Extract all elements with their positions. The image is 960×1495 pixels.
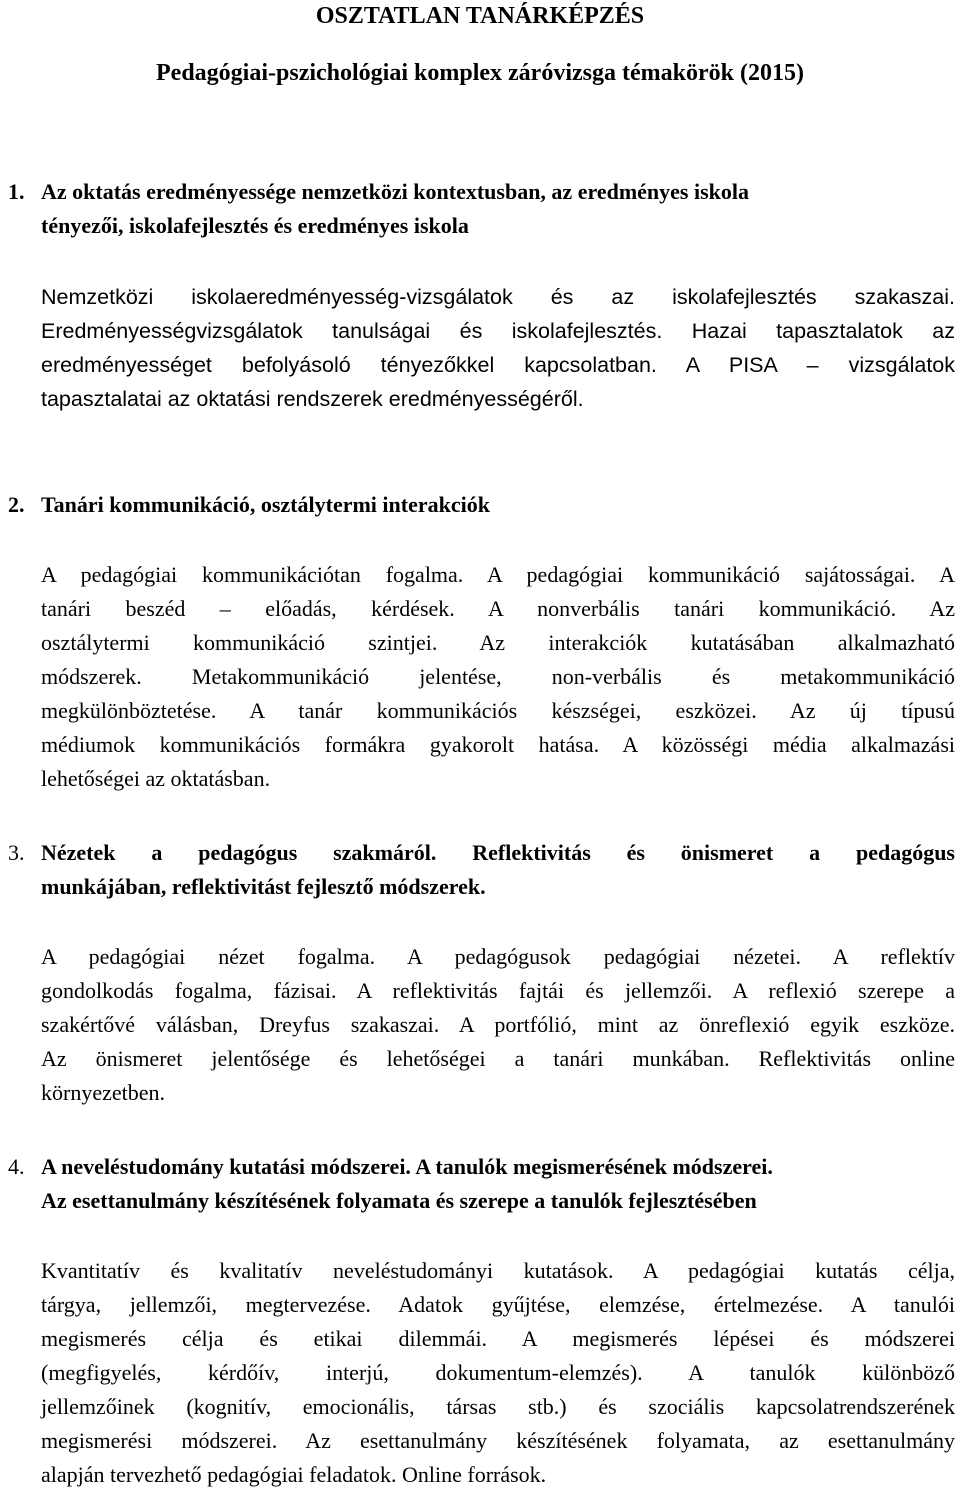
topic-heading-line: Tanári kommunikáció, osztálytermi interakciók (41, 492, 490, 517)
topic-body-line: megismerés célja és etikai dilemmái. A megismerés lépései és módszerei (41, 1326, 955, 1351)
document-title: OSZTATLAN TANÁRKÉPZÉS (315, 3, 645, 29)
topic-body-line: megismerési módszerei. Az esettanulmány készítésének folyamata, az esettanulmány (41, 1428, 955, 1453)
topic-body-line: eredményességet befolyásoló tényezőkkel kapcsolatban. A PISA – vizsgálatok (41, 353, 955, 377)
topic-body-line: alapján tervezhető pedagógiai feladatok. Online források. (41, 1462, 547, 1487)
topic-heading-line: Nézetek a pedagógus szakmáról. Reflektivitás és önismeret a pedagógus (41, 840, 955, 865)
topic-body-line: A pedagógiai nézet fogalma. A pedagógusok pedagógiai nézetei. A reflektív (41, 944, 955, 969)
document-subtitle: Pedagógiai-pszichológiai komplex záróvizsga témakörök (2015) (156, 60, 804, 86)
topic-body-line: (megfigyelés, kérdőív, interjú, dokumentum-elemzés). A tanulók különböző (41, 1360, 955, 1385)
topic-body-line: tárgya, jellemzői, megtervezése. Adatok gyűjtése, elemzése, értelmezése. A tanulói (41, 1292, 955, 1317)
topic-body-line: tanári beszéd – előadás, kérdések. A nonverbális tanári kommunikáció. Az (41, 596, 955, 621)
topic-number: 1. (8, 179, 25, 204)
topic-number: 3. (8, 840, 25, 865)
topic-body-line: szakértővé válásban, Dreyfus szakaszai. A portfólió, mint az önreflexió egyik eszköze. (41, 1012, 955, 1037)
topic-body-line: megkülönböztetése. A tanár kommunikációs készségei, eszközei. Az új típusú (41, 698, 955, 723)
topic-body-line: Eredményességvizsgálatok tanulságai és iskolafejlesztés. Hazai tapasztalatok az (41, 319, 955, 343)
topic-number: 2. (8, 492, 25, 517)
topic-heading-line: tényezői, iskolafejlesztés és eredményes iskola (41, 213, 469, 238)
topic-heading-line: A neveléstudomány kutatási módszerei. A tanulók megismerésének módszerei. (41, 1154, 773, 1179)
topic-body-line: módszerek. Metakommunikáció jelentése, non-verbális és metakommunikáció (41, 664, 955, 689)
topic-body-line: A pedagógiai kommunikációtan fogalma. A pedagógiai kommunikáció sajátosságai. A (41, 562, 955, 587)
topic-body-line: lehetőségei az oktatásban. (41, 766, 271, 791)
topic-body-line: tapasztalatai az oktatási rendszerek eredményességéről. (41, 387, 584, 411)
topic-body-line: médiumok kommunikációs formákra gyakorolt hatása. A közösségi média alkalmazási (41, 732, 955, 757)
topic-body-line: jellemzőinek (kognitív, emocionális, társas stb.) és szociális kapcsolatrendszerének (41, 1394, 955, 1419)
topic-body-line: Kvantitatív és kvalitatív neveléstudományi kutatások. A pedagógiai kutatás célja, (41, 1258, 955, 1283)
topic-number: 4. (8, 1154, 25, 1179)
topic-body-line: Az önismeret jelentősége és lehetőségei a tanári munkában. Reflektivitás online (41, 1046, 955, 1071)
topic-heading-line: Az esettanulmány készítésének folyamata és szerepe a tanulók fejlesztésében (41, 1188, 757, 1213)
topic-body-line: Nemzetközi iskolaeredményesség-vizsgálatok és az iskolafejlesztés szakaszai. (41, 285, 955, 309)
topic-body-line: környezetben. (41, 1080, 165, 1105)
topic-body-line: osztálytermi kommunikáció szintjei. Az interakciók kutatásában alkalmazható (41, 630, 955, 655)
topic-body-line: gondolkodás fogalma, fázisai. A reflektivitás fajtái és jellemzői. A reflexió szerepe a (41, 978, 955, 1003)
topic-heading-line: munkájában, reflektivitást fejlesztő módszerek. (41, 874, 486, 899)
topic-heading-line: Az oktatás eredményessége nemzetközi kontextusban, az eredményes iskola (41, 179, 749, 204)
